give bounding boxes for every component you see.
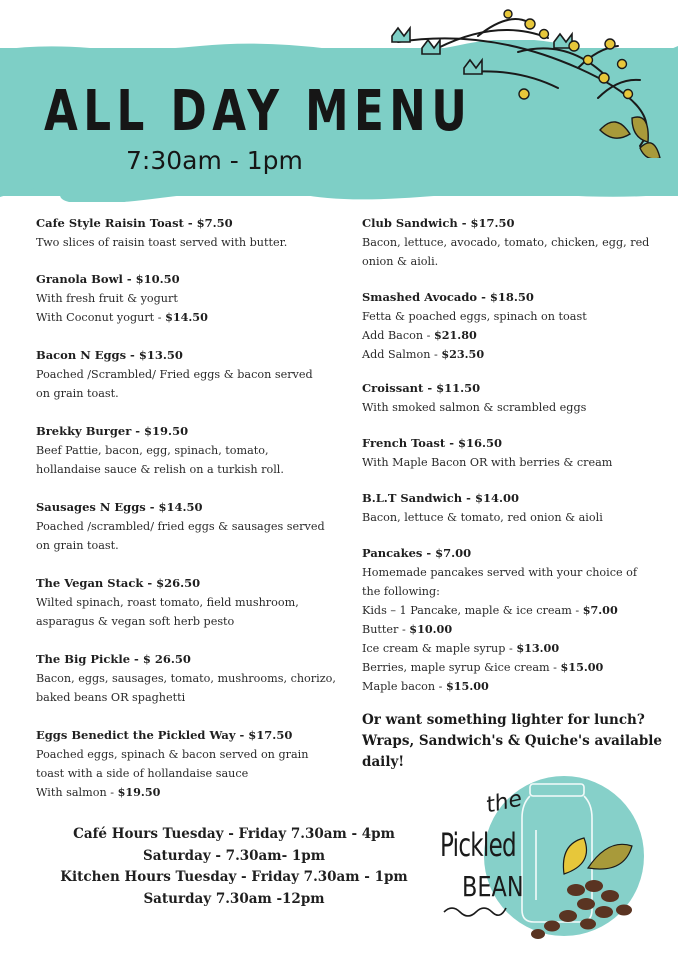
menu-title: ALL DAY MENU xyxy=(44,79,473,144)
menu-item-desc: hollandaise sauce & relish on a turkish roll. xyxy=(36,463,284,476)
menu-item-desc: Wilted spinach, roast tomato, field mushroom, xyxy=(36,596,299,609)
menu-item-desc: Poached /Scrambled/ Fried eggs & bacon served xyxy=(36,368,313,381)
menu-item-blt-sandwich xyxy=(362,489,652,544)
menu-item-name: The Big Pickle - $ 26.50 xyxy=(36,652,191,666)
option-price: $19.50 xyxy=(117,785,161,799)
menu-item-option xyxy=(362,345,652,364)
menu-item-name: French Toast - $16.50 xyxy=(362,436,503,450)
menu-column-right xyxy=(362,214,652,696)
menu-item-granola-bowl xyxy=(36,270,336,346)
banner-brush-edge-bottom xyxy=(0,188,678,202)
menu-item-croissant xyxy=(362,379,652,434)
hours-line: Kitchen Hours Tuesday - Friday 7.30am - 1pm xyxy=(60,869,408,885)
menu-item-desc: asparagus & vegan soft herb pesto xyxy=(36,615,235,628)
lighter-lunch-note xyxy=(362,710,662,773)
menu-item-name: B.L.T Sandwich - $14.00 xyxy=(362,491,519,505)
menu-column-left xyxy=(36,214,336,802)
option-price: $21.80 xyxy=(433,328,477,342)
pickled-bean-logo xyxy=(438,770,646,946)
menu-item-desc: With fresh fruit & yogurt xyxy=(36,292,178,305)
option-price: $14.50 xyxy=(165,310,208,324)
menu-item-desc: on grain toast. xyxy=(36,387,119,400)
option-price: $23.50 xyxy=(441,347,485,361)
menu-item-name: Club Sandwich - $17.50 xyxy=(362,216,515,230)
hours-line: Café Hours Tuesday - Friday 7.30am - 4pm xyxy=(73,826,395,842)
option-label: With Coconut yogurt - xyxy=(36,311,166,324)
option-price: $7.00 xyxy=(582,603,618,617)
lighter-line: Or want something lighter for lunch? xyxy=(362,712,645,728)
logo-pickled-text: Pickled xyxy=(440,826,516,864)
menu-item-desc: toast with a side of hollandaise sauce xyxy=(36,767,249,780)
menu-item-desc: Poached /scrambled/ fried eggs & sausages served xyxy=(36,520,325,533)
menu-item-name: Cafe Style Raisin Toast - $7.50 xyxy=(36,216,233,230)
menu-item-name: Croissant - $11.50 xyxy=(362,381,481,395)
option-label: Add Salmon - xyxy=(362,348,442,361)
menu-item-club-sandwich xyxy=(362,214,652,288)
menu-item-desc: With Maple Bacon OR with berries & cream xyxy=(362,456,613,469)
menu-item-name: Brekky Burger - $19.50 xyxy=(36,424,189,438)
logo-bean-text: BEAN xyxy=(462,870,524,903)
menu-item-desc: Beef Pattie, bacon, egg, spinach, tomato, xyxy=(36,444,269,457)
menu-item-eggs-benedict xyxy=(36,726,336,802)
menu-item-french-toast xyxy=(362,434,652,489)
menu-item-desc: on grain toast. xyxy=(36,539,119,552)
option-label: Kids – 1 Pancake, maple & ice cream - xyxy=(362,604,583,617)
menu-item-raisin-toast xyxy=(36,214,336,270)
menu-item-option xyxy=(362,639,652,658)
menu-item-option xyxy=(36,783,336,802)
menu-item-option xyxy=(362,601,652,620)
option-label: Berries, maple syrup &ice cream - xyxy=(362,661,561,674)
menu-item-name: Eggs Benedict the Pickled Way - $17.50 xyxy=(36,728,293,742)
opening-hours xyxy=(34,824,434,910)
option-price: $13.00 xyxy=(516,641,560,655)
menu-item-desc: Bacon, eggs, sausages, tomato, mushrooms, chorizo, xyxy=(36,672,336,685)
menu-item-name: The Vegan Stack - $26.50 xyxy=(36,576,201,590)
menu-item-desc: Bacon, lettuce & tomato, red onion & aioli xyxy=(362,511,603,524)
menu-item-desc: With smoked salmon & scrambled eggs xyxy=(362,401,587,414)
lighter-line: daily! xyxy=(362,754,405,770)
option-price: $15.00 xyxy=(445,679,489,693)
option-label: With salmon - xyxy=(36,786,118,799)
logo-the-text: the xyxy=(483,786,525,819)
lighter-line: Wraps, Sandwich's & Quiche's available xyxy=(362,733,662,749)
menu-item-name: Bacon N Eggs - $13.50 xyxy=(36,348,183,362)
option-label: Add Bacon - xyxy=(362,329,434,342)
menu-item-brekky-burger xyxy=(36,422,336,498)
menu-item-big-pickle xyxy=(36,650,336,726)
menu-item-option xyxy=(362,620,652,639)
menu-item-option xyxy=(36,308,336,327)
menu-item-bacon-n-eggs xyxy=(36,346,336,422)
menu-item-vegan-stack xyxy=(36,574,336,650)
menu-item-pancakes xyxy=(362,544,652,696)
menu-item-sausages-n-eggs xyxy=(36,498,336,574)
option-price: $10.00 xyxy=(409,622,453,636)
menu-item-desc: Homemade pancakes served with your choice of xyxy=(362,566,638,579)
menu-item-name: Pancakes - $7.00 xyxy=(362,546,472,560)
floral-decoration-icon xyxy=(378,8,668,158)
menu-item-desc: Two slices of raisin toast served with butter. xyxy=(36,236,288,249)
hours-line: Saturday - 7.30am- 1pm xyxy=(142,847,326,864)
menu-item-name: Sausages N Eggs - $14.50 xyxy=(36,500,203,514)
option-label: Ice cream & maple syrup - xyxy=(362,642,517,655)
option-label: Maple bacon - xyxy=(362,680,446,693)
menu-item-desc: onion & aioli. xyxy=(362,255,439,268)
menu-item-desc: Poached eggs, spinach & bacon served on grain xyxy=(36,748,309,761)
option-price: $15.00 xyxy=(560,660,604,674)
menu-item-name: Smashed Avocado - $18.50 xyxy=(362,290,534,304)
menu-item-name: Granola Bowl - $10.50 xyxy=(36,272,180,286)
menu-item-option xyxy=(362,326,652,345)
menu-time: 7:30am - 1pm xyxy=(126,146,303,175)
menu-item-option xyxy=(362,677,652,696)
menu-item-desc: baked beans OR spaghetti xyxy=(36,691,186,704)
menu-item-desc: Bacon, lettuce, avocado, tomato, chicken, egg, red xyxy=(362,236,650,249)
menu-item-option xyxy=(362,658,652,677)
menu-item-desc: the following: xyxy=(362,585,440,598)
hours-line: Saturday 7.30am -12pm xyxy=(143,890,325,907)
option-label: Butter - xyxy=(362,623,410,636)
menu-item-desc: Fetta & poached eggs, spinach on toast xyxy=(362,310,587,323)
menu-item-smashed-avocado xyxy=(362,288,652,379)
